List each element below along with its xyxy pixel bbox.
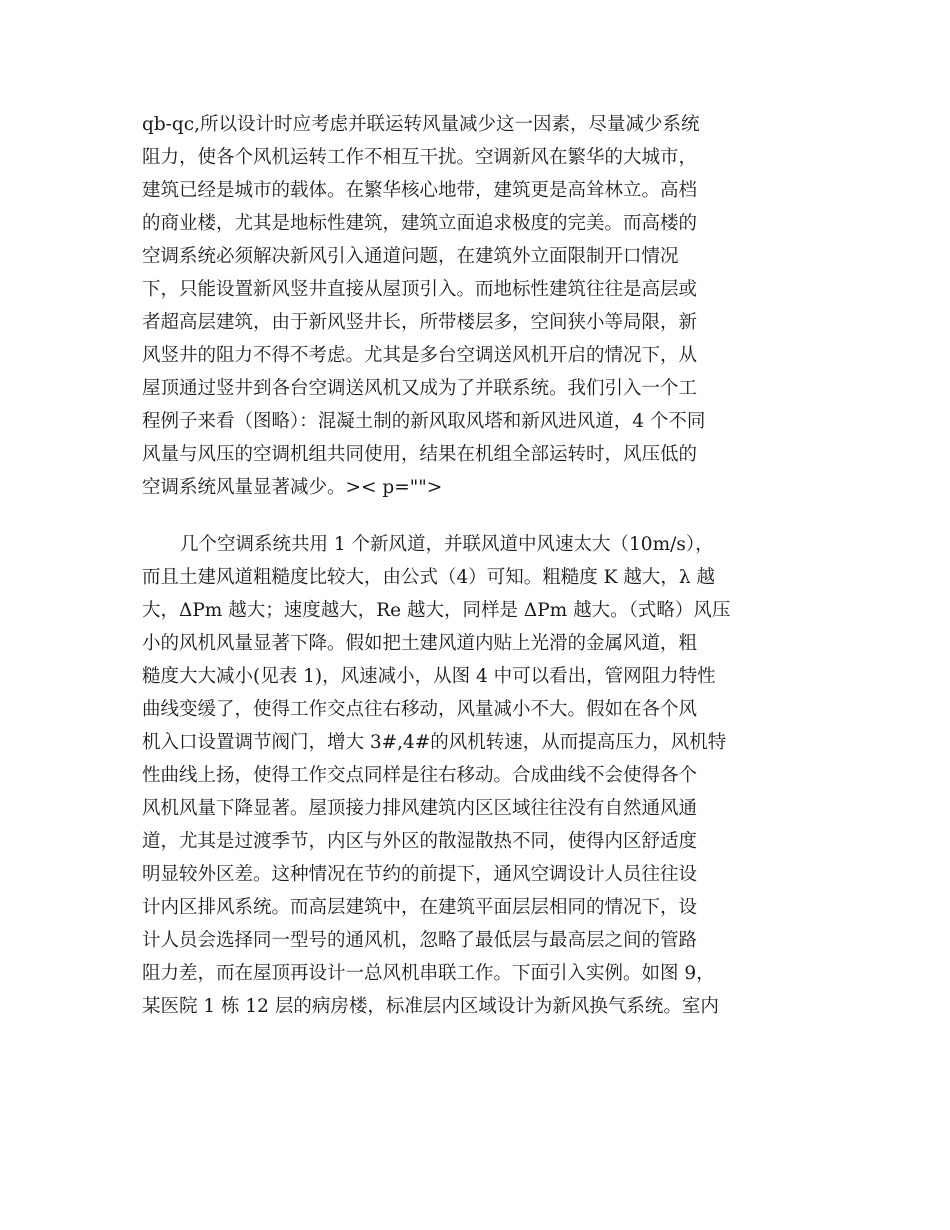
text-line: 机入口设置调节阀门，增大 3#,4#的风机转速，从而提高压力，风机特 <box>142 732 727 753</box>
paragraph-1 <box>142 108 822 504</box>
text-line: 者超高层建筑，由于新风竖井长，所带楼层多，空间狭小等局限，新 <box>142 312 698 333</box>
text-line: 建筑已经是城市的载体。在繁华核心地带，建筑更是高耸林立。高档 <box>142 180 698 201</box>
text-line: 屋顶通过竖井到各台空调送风机又成为了并联系统。我们引入一个工 <box>142 378 698 399</box>
text-line: 某医院 1 栋 12 层的病房楼，标准层内区域设计为新风换气系统。室内 <box>142 996 719 1017</box>
text-line: 而且土建风道粗糙度比较大，由公式（4）可知。粗糙度 K 越大，λ 越 <box>142 567 715 588</box>
text-line: 阻力，使各个风机运转工作不相互干扰。空调新风在繁华的大城市， <box>142 147 698 168</box>
text-line: 下，只能设置新风竖井直接从屋顶引入。而地标性建筑往往是高层或 <box>142 279 698 300</box>
text-line: 糙度大大减小(见表 1)，风速减小，从图 4 中可以看出，管网阻力特性 <box>142 666 716 687</box>
paragraph-2 <box>142 528 822 1023</box>
text-line: 空调系统风量显著减少。>< p=""> <box>142 477 443 498</box>
document-body <box>142 108 822 1023</box>
text-line: 阻力差，而在屋顶再设计一总风机串联工作。下面引入实例。如图 9， <box>142 963 715 984</box>
text-line: 计人员会选择同一型号的通风机，忽略了最低层与最高层之间的管路 <box>142 930 698 951</box>
text-line: 小的风机风量显著下降。假如把土建风道内贴上光滑的金属风道，粗 <box>142 633 698 654</box>
text-line: 的商业楼，尤其是地标性建筑，建筑立面追求极度的完美。而高楼的 <box>142 213 698 234</box>
text-line: qb-qc,所以设计时应考虑并联运转风量减少这一因素，尽量减少系统 <box>142 114 700 135</box>
text-line: 曲线变缓了，使得工作交点往右移动，风量减小不大。假如在各个风 <box>142 699 698 720</box>
text-line: 风量与风压的空调机组共同使用，结果在机组全部运转时，风压低的 <box>142 444 698 465</box>
text-line: 大，ΔPm 越大；速度越大，Re 越大，同样是 ΔPm 越大。（式略）风压 <box>142 600 731 621</box>
text-line-indented: 几个空调系统共用 1 个新风道，并联风道中风速太大（10m/s）， <box>180 534 714 555</box>
text-line: 风机风量下降显著。屋顶接力排风建筑内区区域往往没有自然通风通 <box>142 798 698 819</box>
text-line: 道，尤其是过渡季节，内区与外区的散湿散热不同，使得内区舒适度 <box>142 831 698 852</box>
text-line: 风竖井的阻力不得不考虑。尤其是多台空调送风机开启的情况下，从 <box>142 345 698 366</box>
text-line: 计内区排风系统。而高层建筑中，在建筑平面层层相同的情况下，设 <box>142 897 698 918</box>
text-line: 性曲线上扬，使得工作交点同样是往右移动。合成曲线不会使得各个 <box>142 765 698 786</box>
text-line: 程例子来看（图略）：混凝土制的新风取风塔和新风进风道，4 个不同 <box>142 411 706 432</box>
paragraph-spacer <box>142 504 822 528</box>
text-line: 明显较外区差。这种情况在节约的前提下，通风空调设计人员往往设 <box>142 864 698 885</box>
text-line: 空调系统必须解决新风引入通道问题，在建筑外立面限制开口情况 <box>142 246 679 267</box>
